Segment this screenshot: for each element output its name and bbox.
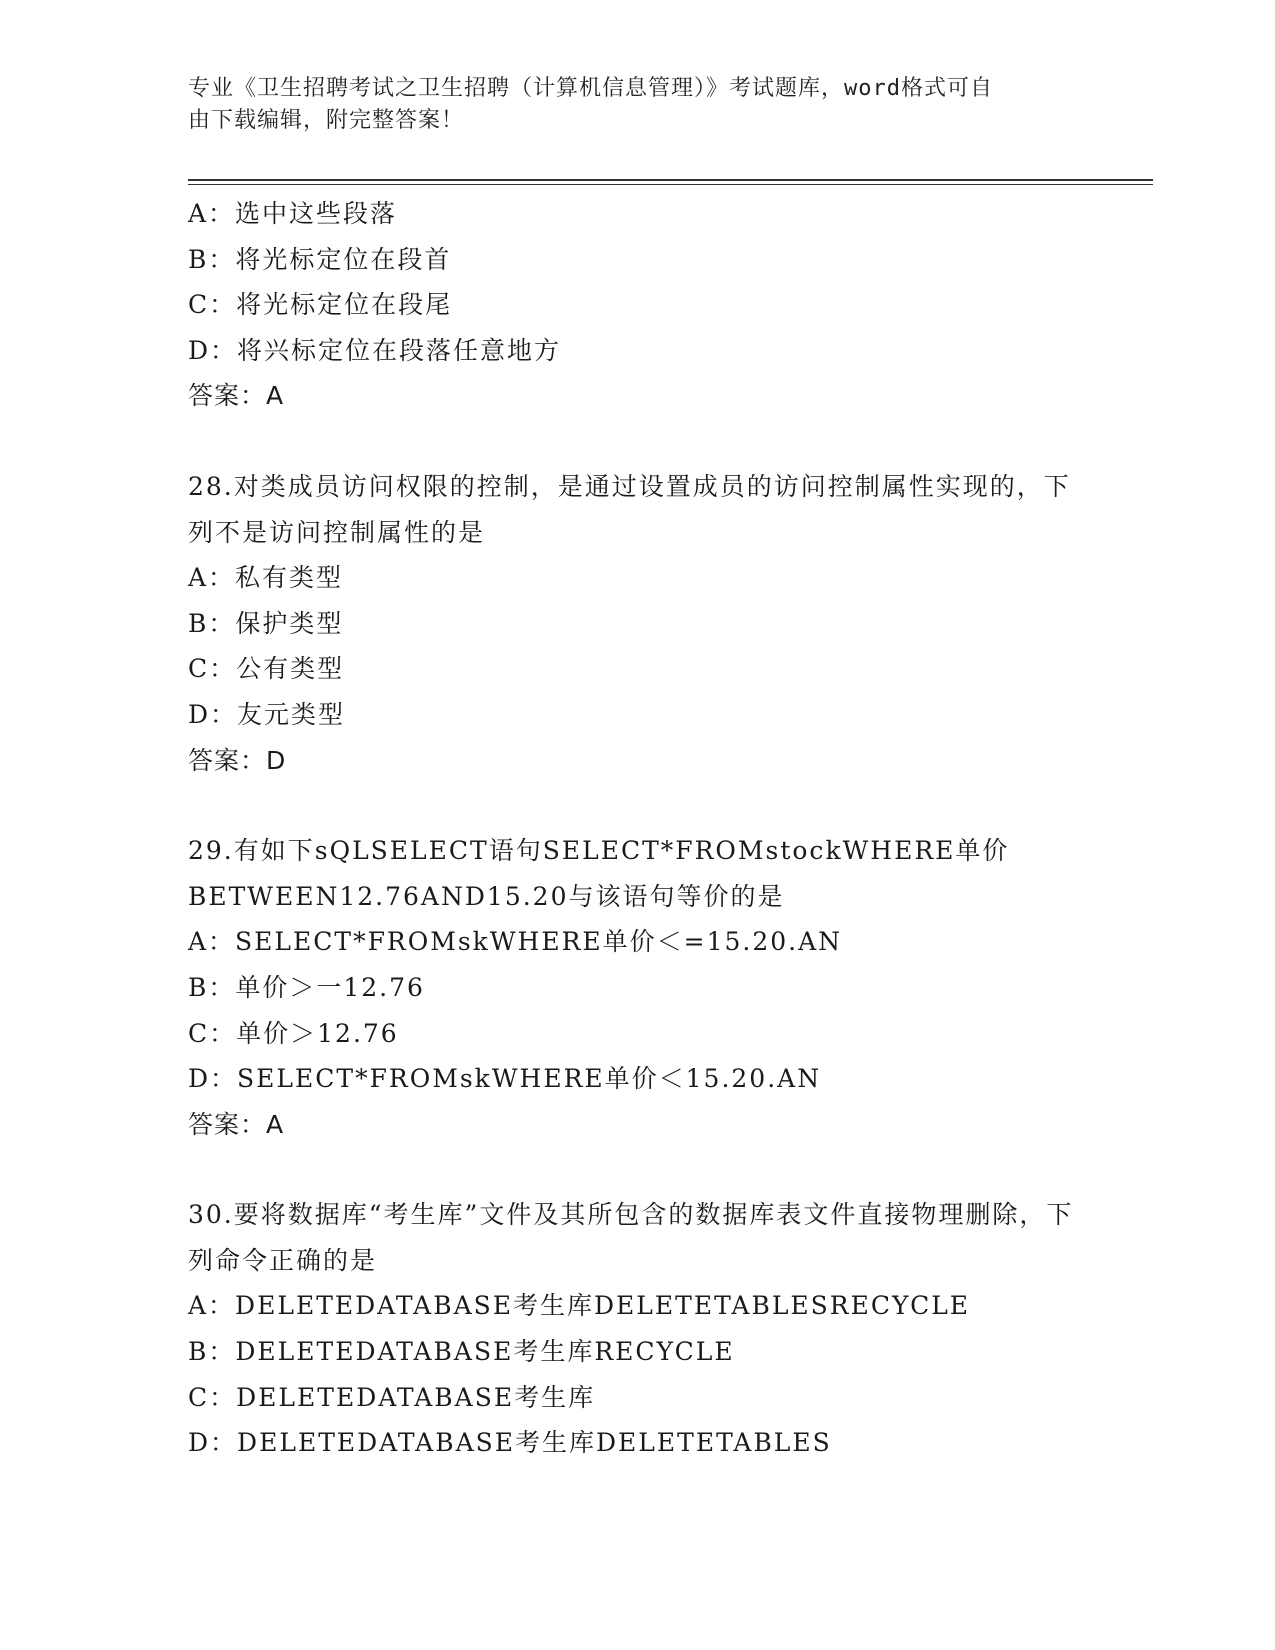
question-text: 29.有如下sQLSELECT语句SELECT*FROMstockWHERE单价BETWEEN12.76AND15.20与该语句等价的是 — [188, 836, 1010, 911]
header-rule-thin — [188, 184, 1153, 185]
question-text: 28.对类成员访问权限的控制，是通过设置成员的访问控制属性实现的，下列不是访问控制属性的是 — [188, 471, 1071, 547]
option-a: A：SELECT*FROMskWHERE单价＜=15.20.AN — [188, 927, 843, 957]
option-b: B：将光标定位在段首 — [188, 244, 452, 274]
option-a: A：私有类型 — [188, 563, 344, 593]
header-line-2: 由下载编辑，附完整答案！ — [188, 108, 465, 133]
option-b: B：单价＞一12.76 — [188, 972, 425, 1002]
option-a: A：DELETEDATABASE考生库DELETETABLESRECYCLE — [188, 1291, 971, 1321]
option-c: C：DELETEDATABASE考生库 — [188, 1382, 596, 1412]
option-d: D：SELECT*FROMskWHERE单价＜15.20.AN — [188, 1064, 822, 1094]
option-c: C：将光标定位在段尾 — [188, 290, 453, 320]
option-b: B：保护类型 — [188, 608, 344, 638]
option-c: C：公有类型 — [188, 654, 345, 684]
question-content — [188, 191, 1088, 1466]
option-a: A：选中这些段落 — [188, 199, 398, 228]
answer: 答案：D — [188, 745, 287, 775]
option-d: D：DELETEDATABASE考生库DELETETABLES — [188, 1428, 832, 1458]
option-b: B：DELETEDATABASE考生库RECYCLE — [188, 1337, 735, 1367]
header-rule-thick — [188, 179, 1153, 181]
answer: 答案：A — [188, 1109, 285, 1139]
option-d: D：将兴标定位在段落任意地方 — [188, 335, 562, 365]
answer: 答案：A — [188, 381, 285, 411]
option-d: D：友元类型 — [188, 699, 346, 729]
question-27 — [188, 191, 1088, 419]
option-c: C：单价＞12.76 — [188, 1018, 399, 1048]
question-30 — [188, 1192, 1088, 1466]
document-header — [188, 73, 1088, 137]
question-29 — [188, 828, 1088, 1147]
header-line-1: 专业《卫生招聘考试之卫生招聘（计算机信息管理）》考试题库，word格式可自 — [188, 76, 993, 101]
question-28 — [188, 464, 1088, 783]
question-text: 30.要将数据库“考生库”文件及其所包含的数据库表文件直接物理删除，下列命令正确的是 — [188, 1200, 1074, 1275]
